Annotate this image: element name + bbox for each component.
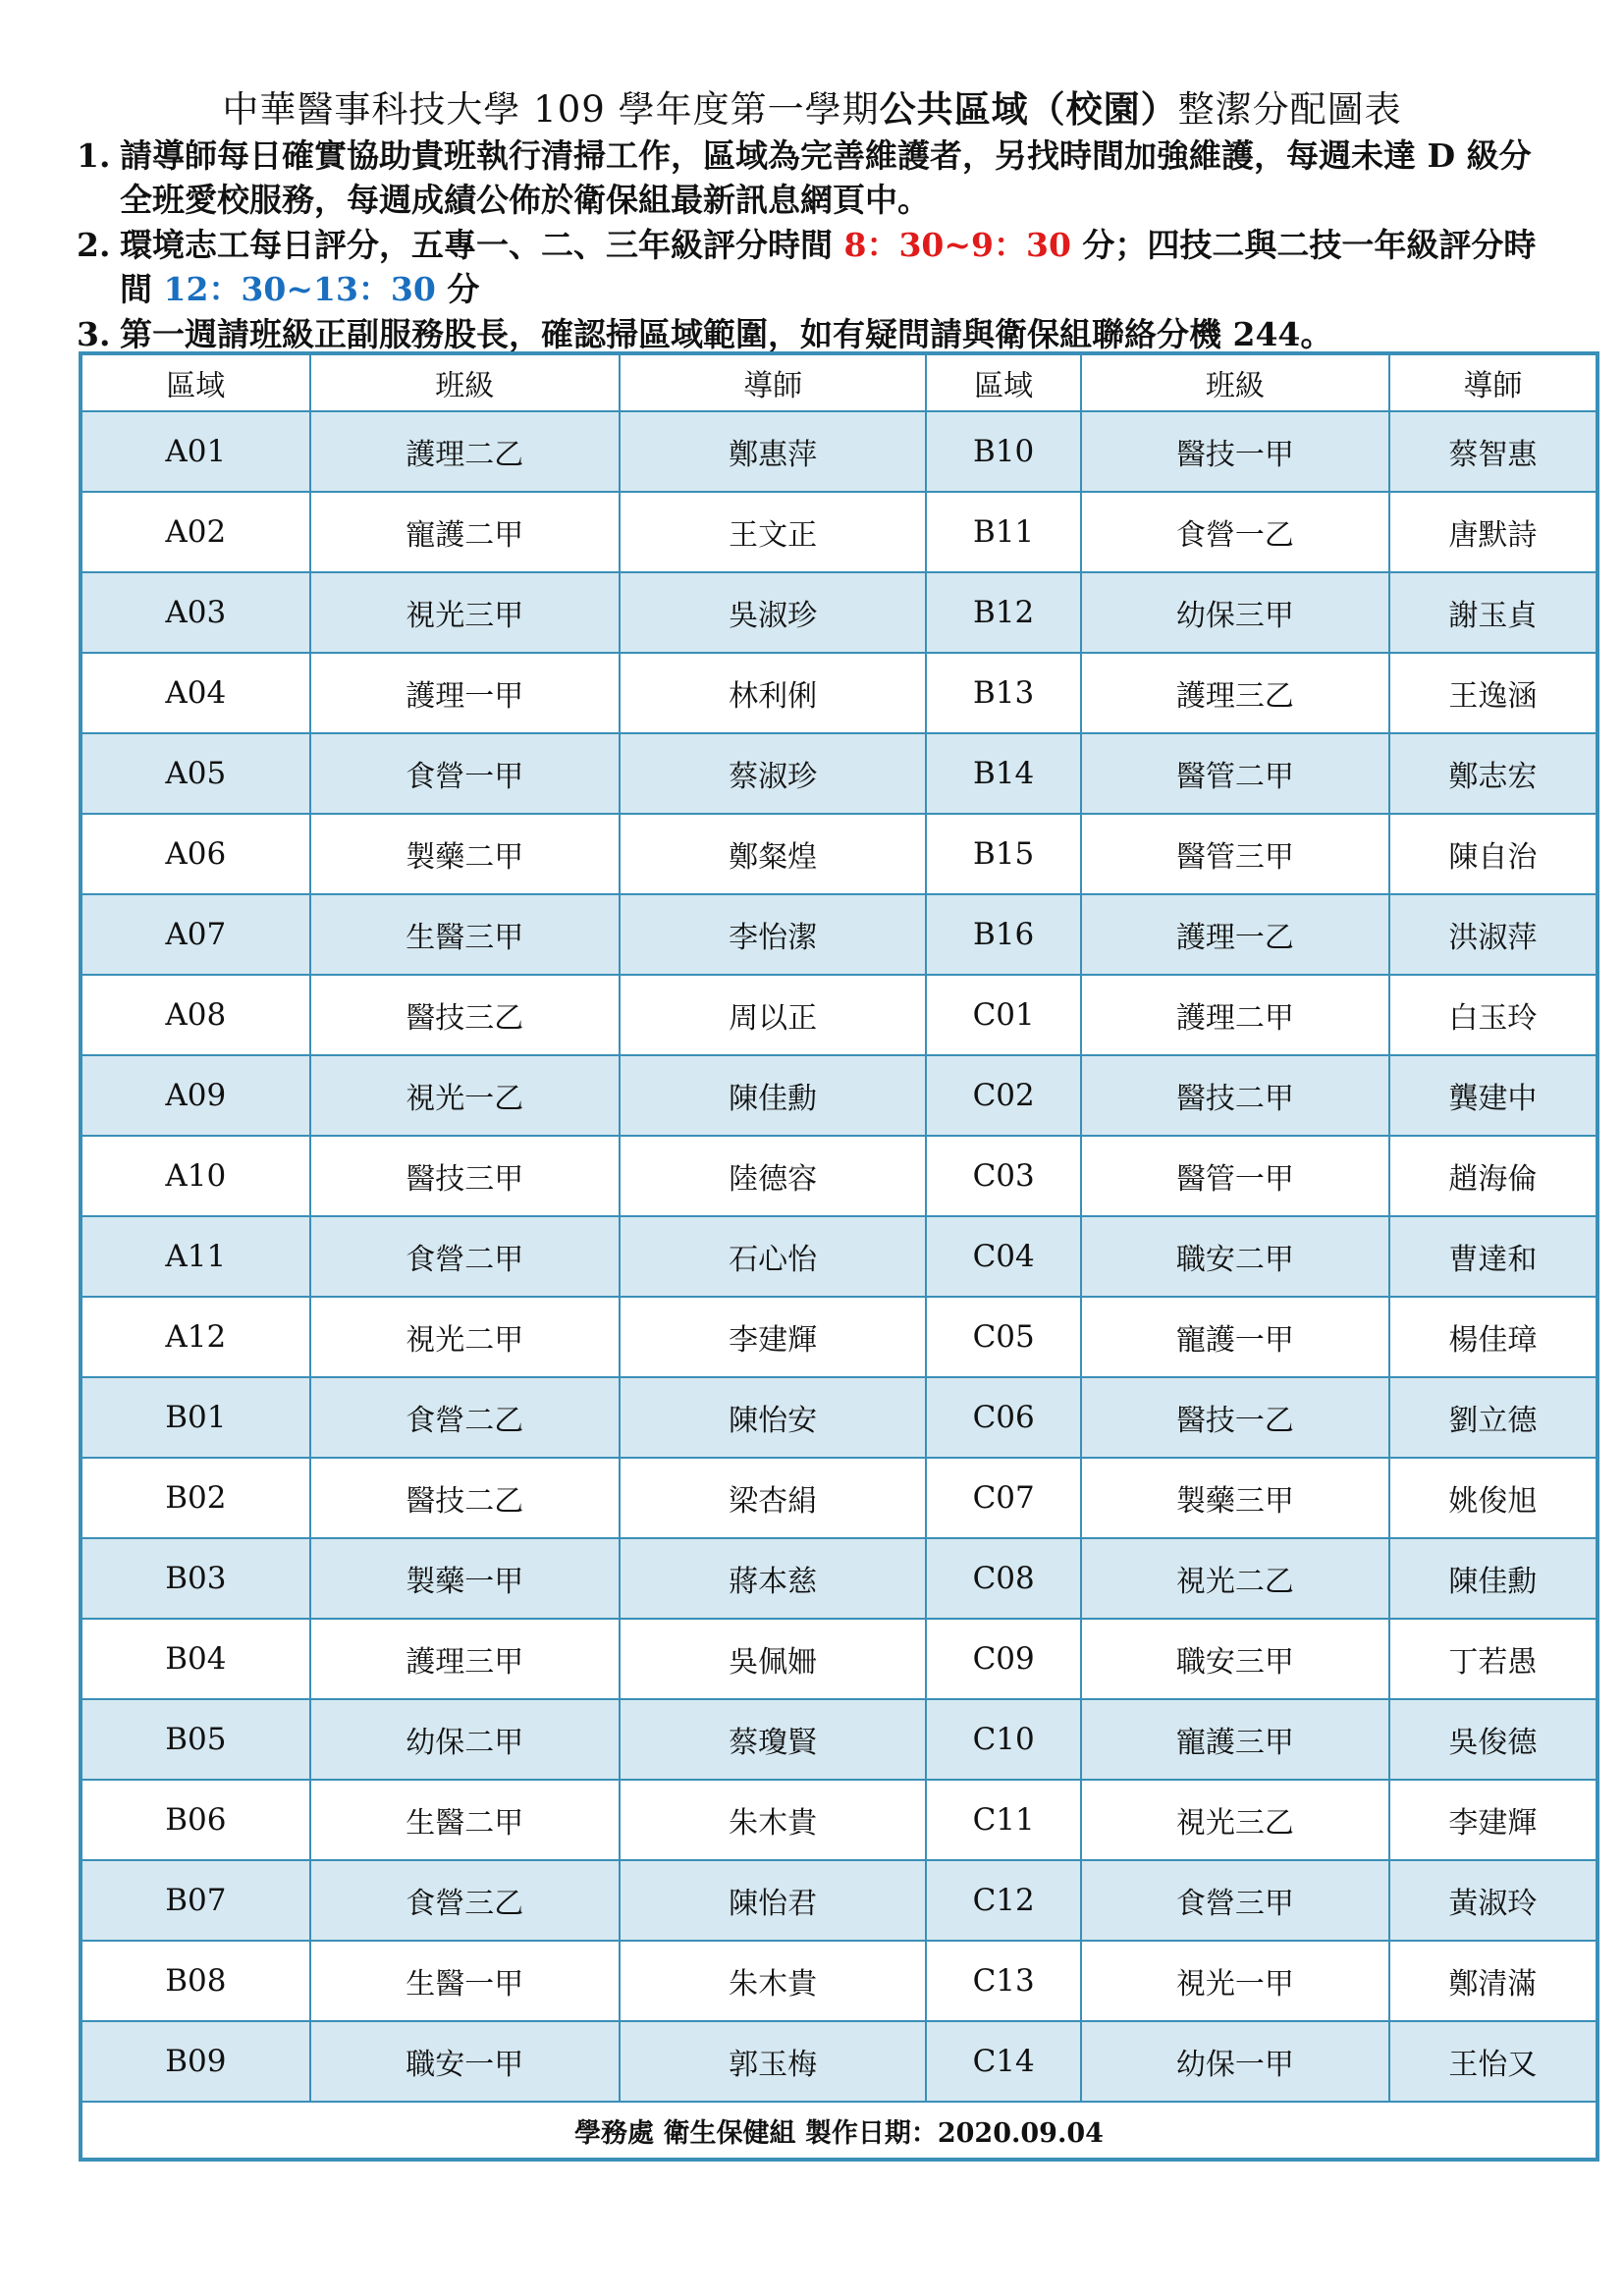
teacher-name-cell: 鄭惠萍 — [620, 411, 926, 492]
teacher-name-cell: 陳怡君 — [620, 1860, 926, 1941]
teacher-name-cell: 楊佳璋 — [1389, 1297, 1597, 1377]
class-name-cell: 食營一甲 — [310, 733, 620, 814]
class-name-cell: 寵護三甲 — [1081, 1699, 1389, 1780]
teacher-name-cell: 陳佳勳 — [620, 1055, 926, 1136]
teacher-name-cell: 王怡又 — [1389, 2021, 1597, 2102]
area-code-cell: B10 — [926, 411, 1081, 492]
class-name-cell: 幼保一甲 — [1081, 2021, 1389, 2102]
table-row — [81, 1216, 1597, 1297]
class-name-cell: 製藥一甲 — [310, 1538, 620, 1619]
class-name-cell: 護理三甲 — [310, 1619, 620, 1699]
teacher-name-cell: 唐默詩 — [1389, 492, 1597, 572]
teacher-name-cell: 白玉玲 — [1389, 975, 1597, 1055]
table-row — [81, 1699, 1597, 1780]
note-text: 請導師每日確實協助貴班執行清掃工作，區域為完善維護者，另找時間加強維護，每週未達 D 級分全班愛校服務，每週成績公佈於衛保組最新訊息網頁中。 — [120, 136, 1532, 219]
teacher-name-cell: 陳自治 — [1389, 814, 1597, 894]
table-row — [81, 1136, 1597, 1216]
area-code-cell: A01 — [81, 411, 310, 492]
teacher-name-cell: 陳怡安 — [620, 1377, 926, 1458]
class-name-cell: 醫管三甲 — [1081, 814, 1389, 894]
teacher-name-cell: 蔡智惠 — [1389, 411, 1597, 492]
area-code-cell: B03 — [81, 1538, 310, 1619]
teacher-name-cell: 林利俐 — [620, 653, 926, 733]
teacher-name-cell: 李怡潔 — [620, 894, 926, 975]
area-code-cell: A09 — [81, 1055, 310, 1136]
teacher-name-cell: 周以正 — [620, 975, 926, 1055]
area-code-cell: C06 — [926, 1377, 1081, 1458]
class-name-cell: 製藥二甲 — [310, 814, 620, 894]
area-code-cell: B08 — [81, 1941, 310, 2021]
class-name-cell: 食營三甲 — [1081, 1860, 1389, 1941]
note-text: 分 — [435, 270, 480, 308]
class-name-cell: 護理一甲 — [310, 653, 620, 733]
area-code-cell: C07 — [926, 1458, 1081, 1538]
class-name-cell: 食營三乙 — [310, 1860, 620, 1941]
teacher-name-cell: 鄭粲煌 — [620, 814, 926, 894]
class-name-cell: 醫技三乙 — [310, 975, 620, 1055]
teacher-name-cell: 李建輝 — [1389, 1780, 1597, 1860]
note-text: 環境志工每日評分，五專一、二、三年級評分時間 — [120, 226, 844, 264]
teacher-name-cell: 石心怡 — [620, 1216, 926, 1297]
teacher-name-cell: 朱木貴 — [620, 1941, 926, 2021]
area-code-cell: B14 — [926, 733, 1081, 814]
class-name-cell: 食營二乙 — [310, 1377, 620, 1458]
teacher-name-cell: 李建輝 — [620, 1297, 926, 1377]
note-number: 2. — [77, 226, 111, 264]
note-text: 分；四技二與二技一年級評分時間 — [120, 226, 1537, 308]
table-row — [81, 653, 1597, 733]
area-code-cell: C10 — [926, 1699, 1081, 1780]
table-row — [81, 733, 1597, 814]
area-code-cell: C04 — [926, 1216, 1081, 1297]
header-area-2: 區域 — [926, 353, 1081, 411]
page-title — [0, 84, 1624, 134]
table-row — [81, 572, 1597, 653]
footer-row — [81, 2102, 1597, 2160]
class-name-cell: 視光三甲 — [310, 572, 620, 653]
area-code-cell: A10 — [81, 1136, 310, 1216]
teacher-name-cell: 蔡淑珍 — [620, 733, 926, 814]
area-code-cell: A12 — [81, 1297, 310, 1377]
class-name-cell: 醫技一乙 — [1081, 1377, 1389, 1458]
table-row — [81, 1055, 1597, 1136]
teacher-name-cell: 吳佩姍 — [620, 1619, 926, 1699]
note-number: 3. — [77, 315, 111, 353]
table-row — [81, 2021, 1597, 2102]
table-row — [81, 1941, 1597, 2021]
table-header-row — [81, 353, 1597, 411]
class-name-cell: 寵護二甲 — [310, 492, 620, 572]
teacher-name-cell: 朱木貴 — [620, 1780, 926, 1860]
area-code-cell: C12 — [926, 1860, 1081, 1941]
area-code-cell: C05 — [926, 1297, 1081, 1377]
area-code-cell: B01 — [81, 1377, 310, 1458]
teacher-name-cell: 蔣本慈 — [620, 1538, 926, 1619]
teacher-name-cell: 梁杏絹 — [620, 1458, 926, 1538]
class-name-cell: 視光三乙 — [1081, 1780, 1389, 1860]
teacher-name-cell: 曹達和 — [1389, 1216, 1597, 1297]
note-item — [77, 312, 1549, 356]
class-name-cell: 視光一乙 — [310, 1055, 620, 1136]
area-code-cell: B12 — [926, 572, 1081, 653]
area-code-cell: A03 — [81, 572, 310, 653]
area-code-cell: A06 — [81, 814, 310, 894]
area-code-cell: C01 — [926, 975, 1081, 1055]
footer-text: 學務處 衛生保健組 製作日期：2020.09.04 — [81, 2102, 1597, 2160]
area-code-cell: B07 — [81, 1860, 310, 1941]
teacher-name-cell: 鄭志宏 — [1389, 733, 1597, 814]
class-name-cell: 醫技二乙 — [310, 1458, 620, 1538]
area-code-cell: A08 — [81, 975, 310, 1055]
area-code-cell: C13 — [926, 1941, 1081, 2021]
allocation-table — [79, 351, 1599, 2162]
area-code-cell: A07 — [81, 894, 310, 975]
area-code-cell: B16 — [926, 894, 1081, 975]
class-name-cell: 生醫一甲 — [310, 1941, 620, 2021]
teacher-name-cell: 吳俊德 — [1389, 1699, 1597, 1780]
table-row — [81, 1619, 1597, 1699]
area-code-cell: B04 — [81, 1619, 310, 1699]
area-code-cell: C08 — [926, 1538, 1081, 1619]
class-name-cell: 食營二甲 — [310, 1216, 620, 1297]
teacher-name-cell: 丁若愚 — [1389, 1619, 1597, 1699]
header-class-2: 班級 — [1081, 353, 1389, 411]
area-code-cell: C11 — [926, 1780, 1081, 1860]
allocation-table-wrap — [79, 351, 1599, 2162]
class-name-cell: 醫管二甲 — [1081, 733, 1389, 814]
area-code-cell: B13 — [926, 653, 1081, 733]
note-item — [77, 223, 1549, 311]
teacher-name-cell: 鄭清滿 — [1389, 1941, 1597, 2021]
note-text: 第一週請班級正副服務股長，確認掃區域範圍，如有疑問請與衛保組聯絡分機 244。 — [120, 315, 1333, 353]
class-name-cell: 寵護一甲 — [1081, 1297, 1389, 1377]
class-name-cell: 製藥三甲 — [1081, 1458, 1389, 1538]
table-row — [81, 492, 1597, 572]
class-name-cell: 幼保二甲 — [310, 1699, 620, 1780]
teacher-name-cell: 王文正 — [620, 492, 926, 572]
class-name-cell: 職安三甲 — [1081, 1619, 1389, 1699]
note-item — [77, 133, 1549, 222]
class-name-cell: 護理一乙 — [1081, 894, 1389, 975]
class-name-cell: 視光二乙 — [1081, 1538, 1389, 1619]
note-number: 1. — [77, 136, 111, 175]
title-bold: 公共區域（校園） — [879, 87, 1178, 131]
area-code-cell: B02 — [81, 1458, 310, 1538]
area-code-cell: C09 — [926, 1619, 1081, 1699]
table-row — [81, 1860, 1597, 1941]
class-name-cell: 生醫二甲 — [310, 1780, 620, 1860]
class-name-cell: 幼保三甲 — [1081, 572, 1389, 653]
teacher-name-cell: 劉立德 — [1389, 1377, 1597, 1458]
teacher-name-cell: 吳淑珍 — [620, 572, 926, 653]
class-name-cell: 視光二甲 — [310, 1297, 620, 1377]
table-row — [81, 894, 1597, 975]
table-row — [81, 1297, 1597, 1377]
table-row — [81, 1538, 1597, 1619]
teacher-name-cell: 王逸涵 — [1389, 653, 1597, 733]
class-name-cell: 生醫三甲 — [310, 894, 620, 975]
area-code-cell: C03 — [926, 1136, 1081, 1216]
area-code-cell: C02 — [926, 1055, 1081, 1136]
teacher-name-cell: 趙海倫 — [1389, 1136, 1597, 1216]
table-row — [81, 975, 1597, 1055]
teacher-name-cell: 蔡瓊賢 — [620, 1699, 926, 1780]
area-code-cell: B06 — [81, 1780, 310, 1860]
class-name-cell: 醫技一甲 — [1081, 411, 1389, 492]
area-code-cell: C14 — [926, 2021, 1081, 2102]
header-area-1: 區域 — [81, 353, 310, 411]
title-suffix: 整潔分配圖表 — [1177, 88, 1402, 131]
table-row — [81, 1377, 1597, 1458]
table-row — [81, 411, 1597, 492]
area-code-cell: A04 — [81, 653, 310, 733]
class-name-cell: 護理二乙 — [310, 411, 620, 492]
class-name-cell: 醫技二甲 — [1081, 1055, 1389, 1136]
teacher-name-cell: 陸德容 — [620, 1136, 926, 1216]
teacher-name-cell: 郭玉梅 — [620, 2021, 926, 2102]
class-name-cell: 視光一甲 — [1081, 1941, 1389, 2021]
class-name-cell: 職安一甲 — [310, 2021, 620, 2102]
table-row — [81, 1780, 1597, 1860]
note-text: 8：30~9：30 — [843, 226, 1071, 264]
area-code-cell: B05 — [81, 1699, 310, 1780]
header-teacher-1: 導師 — [620, 353, 926, 411]
class-name-cell: 食營一乙 — [1081, 492, 1389, 572]
teacher-name-cell: 洪淑萍 — [1389, 894, 1597, 975]
header-teacher-2: 導師 — [1389, 353, 1597, 411]
table-row — [81, 814, 1597, 894]
class-name-cell: 醫技三甲 — [310, 1136, 620, 1216]
table-row — [81, 1458, 1597, 1538]
class-name-cell: 職安二甲 — [1081, 1216, 1389, 1297]
teacher-name-cell: 黃淑玲 — [1389, 1860, 1597, 1941]
area-code-cell: A02 — [81, 492, 310, 572]
header-class-1: 班級 — [310, 353, 620, 411]
area-code-cell: A11 — [81, 1216, 310, 1297]
teacher-name-cell: 謝玉貞 — [1389, 572, 1597, 653]
area-code-cell: B11 — [926, 492, 1081, 572]
class-name-cell: 醫管一甲 — [1081, 1136, 1389, 1216]
instruction-notes — [77, 133, 1549, 357]
class-name-cell: 護理三乙 — [1081, 653, 1389, 733]
teacher-name-cell: 姚俊旭 — [1389, 1458, 1597, 1538]
teacher-name-cell: 龔建中 — [1389, 1055, 1597, 1136]
note-text: 12：30~13：30 — [163, 270, 436, 308]
area-code-cell: A05 — [81, 733, 310, 814]
class-name-cell: 護理二甲 — [1081, 975, 1389, 1055]
teacher-name-cell: 陳佳勳 — [1389, 1538, 1597, 1619]
title-prefix: 中華醫事科技大學 109 學年度第一學期 — [222, 88, 880, 131]
area-code-cell: B09 — [81, 2021, 310, 2102]
area-code-cell: B15 — [926, 814, 1081, 894]
table-body — [81, 411, 1597, 2102]
